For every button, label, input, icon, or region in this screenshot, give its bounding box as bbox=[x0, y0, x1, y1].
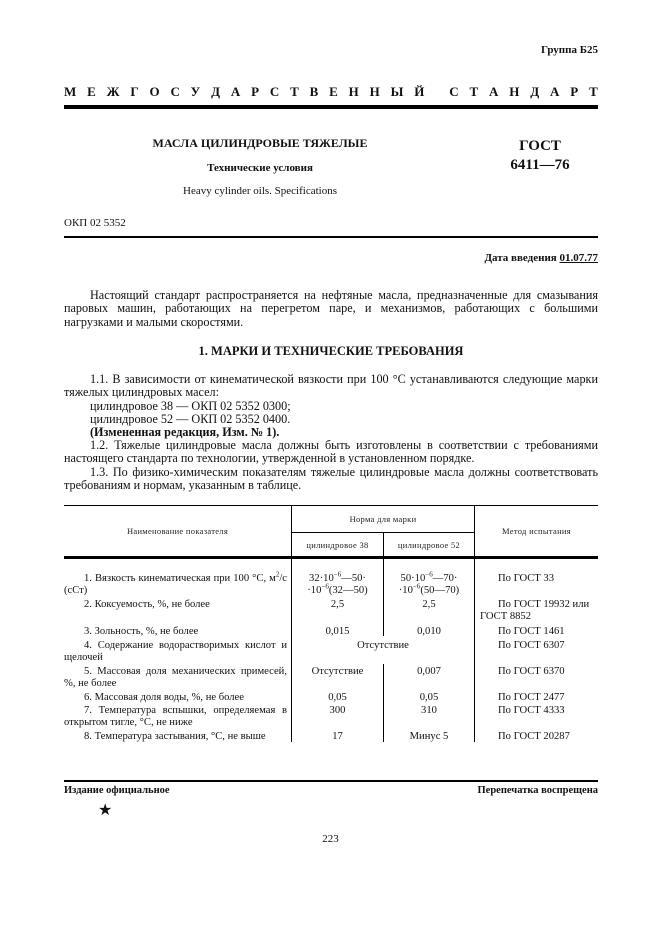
heading-letter: С bbox=[449, 84, 459, 99]
document-title: МАСЛА ЦИЛИНДРОВЫЕ ТЯЖЕЛЫЕ bbox=[152, 136, 368, 150]
heading-letter: У bbox=[190, 84, 201, 99]
header-test-method: Метод испытания bbox=[502, 526, 571, 536]
heading-letter: Д bbox=[211, 84, 221, 99]
gost-label: ГОСТ bbox=[519, 138, 561, 154]
table-row-2-method: По ГОСТ 19932 или ГОСТ 8852 bbox=[480, 599, 590, 622]
table-row-5-grade38: Отсутствие bbox=[311, 666, 364, 677]
table-row-3-method: По ГОСТ 1461 bbox=[498, 626, 565, 637]
table-row-8-method: По ГОСТ 20287 bbox=[498, 731, 570, 742]
heading-letter: Е bbox=[329, 84, 338, 99]
header-grade-52: цилиндровое 52 bbox=[397, 540, 461, 550]
table-row-8-grade38: 17 bbox=[332, 731, 343, 742]
table-row-1-method: По ГОСТ 33 bbox=[498, 573, 555, 584]
table-row-1-grade38: $32\cdot 10^{-6}—50\cdot$ $\cdot 10^{-6}(32—50)$ bbox=[307, 570, 368, 596]
heading-letter: О bbox=[149, 84, 160, 99]
english-title: Heavy cylinder oils. Specifications bbox=[183, 185, 337, 197]
grade-52-line: цилиндровое 52 — ОКП 02 5352 0400. bbox=[90, 412, 291, 426]
okp-code: ОКП 02 5352 bbox=[64, 217, 126, 229]
heading-letter: Е bbox=[87, 84, 96, 99]
star-icon: ★ bbox=[98, 802, 113, 819]
heading-letter: С bbox=[269, 84, 280, 99]
heading-letter: А bbox=[489, 84, 499, 99]
header-norm: Норма для марки bbox=[349, 514, 417, 524]
table-row-8-name: 8. Температура застывания, °С, не выше bbox=[84, 731, 266, 742]
document-subtitle: Технические условия bbox=[207, 162, 313, 174]
gost-number: 6411—76 bbox=[510, 157, 570, 173]
header-parameter-name: Наименование показателя bbox=[126, 526, 229, 536]
clause-1-3: 1.3. По физико-химическим показателям тяжелые цилиндровые масла должны соответствовать требованиям и нормам, указанным в таблице. bbox=[64, 465, 598, 493]
heading-letter bbox=[435, 84, 438, 100]
table-row-1-grade52: $50\cdot 10^{-6}—70\cdot$ $\cdot 10^{-6}(50—70)$ bbox=[398, 570, 460, 596]
table-row-1-name: 1. Вязкость кинематическая при 100 °С, $м^2/с$ (сСт) bbox=[64, 570, 287, 596]
heading-letter: Т bbox=[290, 84, 299, 99]
table-row-2-grade38: 2,5 bbox=[330, 599, 345, 610]
table-row-4-merged-value: Отсутствие bbox=[357, 640, 409, 651]
heading-letter: А bbox=[230, 84, 241, 99]
heading-letter: Н bbox=[348, 84, 359, 99]
title-rule bbox=[64, 236, 598, 238]
table-row-2-name: 2. Коксуемость, %, не более bbox=[84, 599, 210, 610]
heading-letter: Н bbox=[509, 84, 520, 99]
grade-38-line: цилиндровое 38 — ОКП 02 5352 0300; bbox=[90, 399, 291, 413]
table-row-7-method: По ГОСТ 4333 bbox=[498, 705, 565, 716]
heading-letter: Н bbox=[369, 84, 380, 99]
effective-date bbox=[484, 252, 598, 264]
table-col-divider bbox=[474, 505, 475, 742]
table-row-6-name: 6. Массовая доля воды, %, не более bbox=[84, 692, 244, 703]
heading-letter: Т bbox=[469, 84, 479, 99]
table-row-5-method: По ГОСТ 6370 bbox=[498, 666, 565, 677]
table-row-6-grade52: 0,05 bbox=[419, 692, 439, 703]
heading-letter: Й bbox=[414, 84, 425, 99]
heading-letter: Ж bbox=[106, 84, 120, 99]
date-value: 01.07.77 bbox=[559, 252, 598, 264]
page-number: 223 bbox=[322, 833, 339, 845]
heading-letter: В bbox=[309, 84, 319, 99]
table-header-rule bbox=[64, 556, 598, 559]
table-row-7-grade52: 310 bbox=[421, 705, 437, 716]
clause-1-1: 1.1. В зависимости от кинематической вязкости при 100 °С устанавливаются следующие марки тяжелых цилиндровых масел: bbox=[64, 372, 598, 400]
heading-letter: Ы bbox=[390, 84, 404, 99]
table-top-rule bbox=[64, 505, 598, 506]
table-row-4-method: По ГОСТ 6307 bbox=[498, 640, 565, 651]
amendment-note: (Измененная редакция, Изм. № 1). bbox=[90, 425, 280, 439]
heading-letter: Д bbox=[530, 84, 540, 99]
date-label: Дата введения bbox=[484, 252, 557, 264]
table-row-3-grade38: 0,015 bbox=[325, 626, 350, 637]
heading-letter: Р bbox=[570, 84, 579, 99]
official-edition-label: Издание официальное bbox=[64, 785, 170, 796]
footer-rule bbox=[64, 780, 598, 782]
header-rule bbox=[64, 105, 598, 109]
heading-letter: Р bbox=[251, 84, 260, 99]
table-row-5-grade52: 0,007 bbox=[417, 666, 441, 677]
reprint-prohibited-label: Перепечатка воспрещена bbox=[477, 785, 598, 796]
section-1-title: 1. МАРКИ И ТЕХНИЧЕСКИЕ ТРЕБОВАНИЯ bbox=[198, 344, 464, 358]
table-row-4-name: 4. Содержание водорастворимых кислот и щелочей bbox=[64, 640, 287, 663]
heading-letter: Т bbox=[589, 84, 598, 99]
heading-letter: А bbox=[550, 84, 560, 99]
table-row-3-name: 3. Зольность, %, не более bbox=[84, 626, 199, 637]
interstate-standard-heading bbox=[64, 84, 598, 100]
gost-designation bbox=[480, 137, 600, 175]
table-row-6-method: По ГОСТ 2477 bbox=[498, 692, 565, 703]
table-row-7-name: 7. Температура вспышки, определяемая в открытом тигле, °С, не ниже bbox=[64, 705, 287, 728]
table-row-3-grade52: 0,010 bbox=[417, 626, 441, 637]
table-row-6-grade38: 0,05 bbox=[328, 692, 347, 703]
intro-paragraph: Настоящий стандарт распространяется на нефтяные масла, предназначенные для смазывания паровых машин, работающих на перегретом паре, и механизмов, работающих с большими нагрузками и малыми скоростями. bbox=[64, 288, 598, 329]
heading-letter: М bbox=[64, 84, 77, 99]
header-grade-38: цилиндровое 38 bbox=[306, 540, 369, 550]
table-row-2-grade52: 2,5 bbox=[422, 599, 436, 610]
clause-1-2: 1.2. Тяжелые цилиндровые масла должны быть изготовлены в соответствии с требованиями настоящего стандарта по технологии, утвержденной в установленном порядке. bbox=[64, 438, 598, 466]
table-row-7-grade38: 300 bbox=[329, 705, 346, 716]
heading-letter: Г bbox=[130, 84, 139, 99]
group-code: Группа Б25 bbox=[541, 44, 598, 56]
table-row-8-grade52: Минус 5 bbox=[409, 731, 449, 742]
heading-letter: С bbox=[170, 84, 180, 99]
table-row-5-name: 5. Массовая доля механических примесей, %, не более bbox=[64, 666, 287, 689]
